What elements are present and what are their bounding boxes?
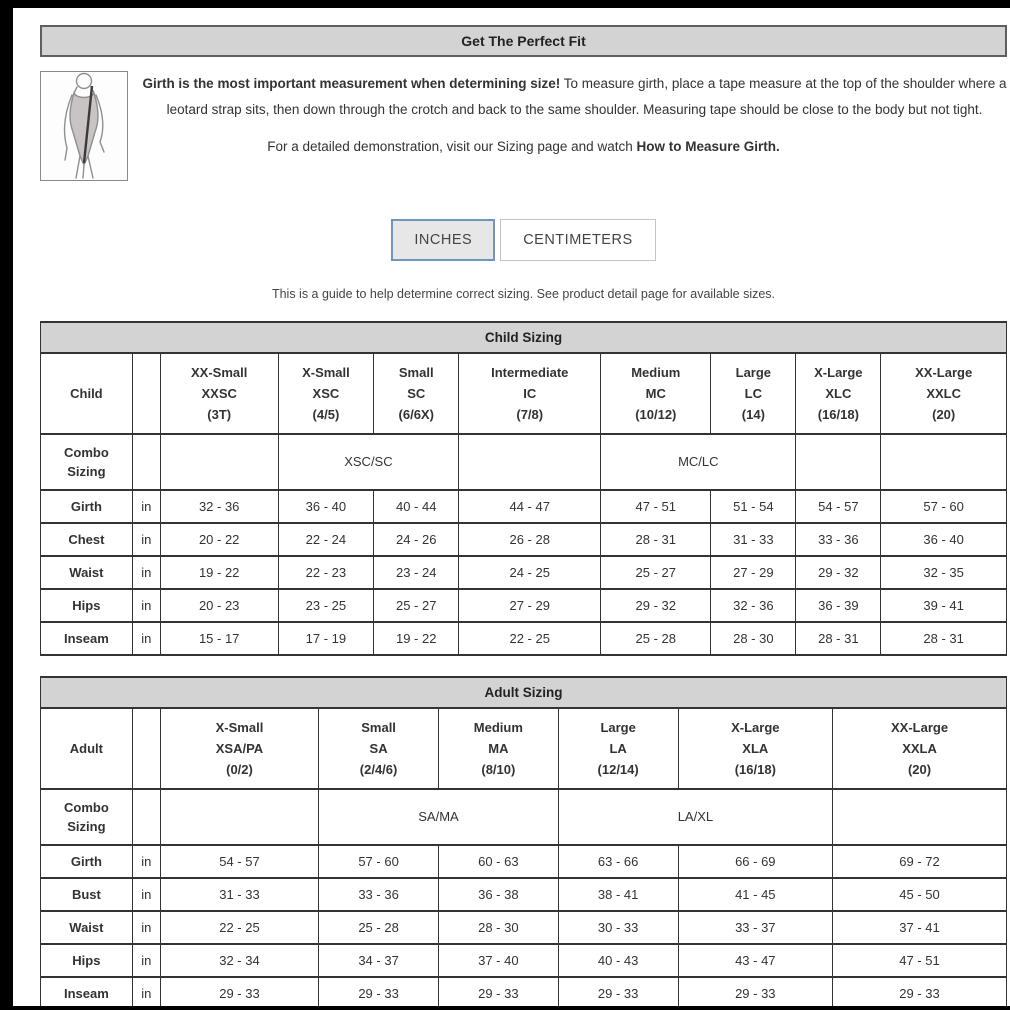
size-range-cell: 57 - 60: [319, 845, 439, 878]
size-column-header: [833, 708, 1007, 789]
size-column-name: XX-Small: [191, 364, 248, 380]
size-column-name: X-Large: [731, 719, 780, 735]
size-range-cell: 20 - 22: [160, 523, 278, 556]
measurement-label: Inseam: [41, 622, 133, 655]
size-column-range: (8/10): [481, 761, 516, 777]
size-range-cell: 39 - 41: [881, 589, 1007, 622]
size-range-cell: 29 - 33: [833, 977, 1007, 1007]
combo-sizing-label: Combo Sizing: [41, 434, 133, 490]
size-column-header: [459, 353, 601, 434]
size-column-name: X-Small: [215, 719, 264, 735]
size-range-cell: 36 - 39: [796, 589, 881, 622]
size-column-range: (12/14): [597, 761, 639, 777]
measurement-label: Hips: [41, 944, 133, 977]
size-column-range: (20): [932, 406, 956, 422]
measurement-row: [41, 556, 1007, 589]
size-range-cell: 22 - 25: [160, 911, 318, 944]
size-range-cell: 33 - 36: [319, 878, 439, 911]
size-range-cell: 29 - 33: [438, 977, 558, 1007]
centimeters-button[interactable]: CENTIMETERS: [500, 219, 655, 261]
size-column-name: Small: [361, 719, 396, 735]
size-range-cell: 22 - 25: [459, 622, 601, 655]
size-range-cell: 43 - 47: [678, 944, 833, 977]
measurement-label: Chest: [41, 523, 133, 556]
inches-button[interactable]: INCHES: [391, 219, 495, 261]
combo-sizing-label: Combo Sizing: [41, 789, 133, 845]
combo-sizing-unit-cell: [132, 434, 160, 490]
girth-instructions-bold: Girth is the most important measurement when determining size!: [142, 75, 561, 91]
measurement-label: Waist: [41, 911, 133, 944]
size-range-cell: 19 - 22: [374, 622, 459, 655]
measurement-row: [41, 845, 1007, 878]
combo-sizing-cell: [833, 789, 1007, 845]
size-range-cell: 24 - 25: [459, 556, 601, 589]
unit-toggle: [40, 219, 1007, 261]
size-column-header: [374, 353, 459, 434]
size-column-name: Medium: [473, 719, 523, 735]
measurement-label: Bust: [41, 878, 133, 911]
size-range-cell: 29 - 32: [601, 589, 711, 622]
leotard-figure-icon: [41, 72, 127, 180]
size-range-cell: 51 - 54: [711, 490, 796, 523]
combo-sizing-cell: SA/MA: [319, 789, 559, 845]
size-column-range: (14): [741, 406, 765, 422]
size-range-cell: 36 - 38: [438, 878, 558, 911]
size-range-cell: 23 - 25: [278, 589, 374, 622]
size-column-name: Medium: [631, 364, 681, 380]
child-sizing-table: [40, 321, 1007, 656]
combo-sizing-cell: [796, 434, 881, 490]
measurement-row: [41, 911, 1007, 944]
size-range-cell: 33 - 37: [678, 911, 833, 944]
size-column-range: (7/8): [516, 406, 544, 422]
size-column-code: XXLC: [926, 385, 961, 401]
combo-sizing-cell: [881, 434, 1007, 490]
size-range-cell: 36 - 40: [278, 490, 374, 523]
size-range-cell: 15 - 17: [160, 622, 278, 655]
measurement-row: [41, 589, 1007, 622]
page-title: Get The Perfect Fit: [40, 25, 1007, 57]
measurement-label: Waist: [41, 556, 133, 589]
size-range-cell: 20 - 23: [160, 589, 278, 622]
size-range-cell: 33 - 36: [796, 523, 881, 556]
size-column-range: (20): [907, 761, 932, 777]
size-column-code: IC: [523, 385, 537, 401]
size-column-header: [160, 353, 278, 434]
size-range-cell: 29 - 32: [796, 556, 881, 589]
unit-cell: in: [132, 490, 160, 523]
size-range-cell: 17 - 19: [278, 622, 374, 655]
size-range-cell: 69 - 72: [833, 845, 1007, 878]
size-range-cell: 45 - 50: [833, 878, 1007, 911]
size-range-cell: 22 - 23: [278, 556, 374, 589]
unit-cell: in: [132, 845, 160, 878]
size-range-cell: 23 - 24: [374, 556, 459, 589]
size-range-cell: 28 - 30: [711, 622, 796, 655]
size-range-cell: 27 - 29: [459, 589, 601, 622]
girth-measurement-figure: [40, 71, 128, 181]
unit-column-header: [132, 708, 160, 789]
size-range-cell: 27 - 29: [711, 556, 796, 589]
size-range-cell: 41 - 45: [678, 878, 833, 911]
size-range-cell: 31 - 33: [160, 878, 318, 911]
size-column-code: XXSC: [201, 385, 237, 401]
size-column-code: SA: [369, 740, 388, 756]
table-title: Adult Sizing: [41, 677, 1007, 708]
size-range-cell: 38 - 41: [558, 878, 678, 911]
size-range-cell: 31 - 33: [711, 523, 796, 556]
size-column-code: LC: [744, 385, 763, 401]
sizing-page: [13, 8, 1010, 1006]
size-range-cell: 24 - 26: [374, 523, 459, 556]
combo-sizing-cell: MC/LC: [601, 434, 796, 490]
size-range-cell: 37 - 41: [833, 911, 1007, 944]
unit-cell: in: [132, 911, 160, 944]
size-range-cell: 26 - 28: [459, 523, 601, 556]
combo-sizing-cell: [160, 434, 278, 490]
size-range-cell: 30 - 33: [558, 911, 678, 944]
size-range-cell: 28 - 31: [881, 622, 1007, 655]
demo-note-text: For a detailed demonstration, visit our Sizing page and watch: [267, 138, 637, 154]
unit-cell: in: [132, 977, 160, 1007]
size-range-cell: 29 - 33: [319, 977, 439, 1007]
table-title: Child Sizing: [41, 322, 1007, 353]
size-column-code: MA: [488, 740, 509, 756]
unit-cell: in: [132, 523, 160, 556]
unit-cell: in: [132, 556, 160, 589]
size-column-code: XSA/PA: [215, 740, 264, 756]
size-column-name: Large: [735, 364, 772, 380]
size-column-header: [438, 708, 558, 789]
size-range-cell: 32 - 34: [160, 944, 318, 977]
combo-sizing-unit-cell: [132, 789, 160, 845]
measurement-label: Inseam: [41, 977, 133, 1007]
size-range-cell: 60 - 63: [438, 845, 558, 878]
table-row-header: Child: [41, 353, 133, 434]
size-column-header: [881, 353, 1007, 434]
measurement-label: Girth: [41, 490, 133, 523]
size-column-range: (0/2): [226, 761, 253, 777]
girth-instructions: [142, 71, 1007, 123]
adult-sizing-table: [40, 676, 1007, 1007]
size-range-cell: 22 - 24: [278, 523, 374, 556]
size-range-cell: 32 - 35: [881, 556, 1007, 589]
size-range-cell: 29 - 33: [558, 977, 678, 1007]
size-column-name: Small: [398, 364, 434, 380]
size-column-header: [558, 708, 678, 789]
size-column-code: XLA: [742, 740, 769, 756]
measurement-label: Hips: [41, 589, 133, 622]
measurement-row: [41, 523, 1007, 556]
size-column-range: (16/18): [734, 761, 776, 777]
size-range-cell: 44 - 47: [459, 490, 601, 523]
size-range-cell: 36 - 40: [881, 523, 1007, 556]
measurement-row: [41, 878, 1007, 911]
size-range-cell: 28 - 31: [601, 523, 711, 556]
size-column-code: MC: [645, 385, 666, 401]
size-column-header: [711, 353, 796, 434]
size-range-cell: 66 - 69: [678, 845, 833, 878]
size-column-range: (4/5): [312, 406, 340, 422]
girth-instructions-rest: To measure girth, place a tape measure at the top of the shoulder where a leotard strap sits, then down through the crotch and back to the same shoulder. Measuring tape should be close to the body but not tight.: [166, 75, 1007, 117]
size-range-cell: 32 - 36: [160, 490, 278, 523]
measurement-row: [41, 622, 1007, 655]
measurement-label: Girth: [41, 845, 133, 878]
intro-section: [40, 71, 1007, 183]
size-column-name: X-Small: [302, 364, 350, 380]
size-column-name: XX-Large: [915, 364, 973, 380]
unit-cell: in: [132, 878, 160, 911]
combo-sizing-cell: LA/XL: [558, 789, 832, 845]
size-range-cell: 54 - 57: [796, 490, 881, 523]
unit-cell: in: [132, 944, 160, 977]
size-column-header: [319, 708, 439, 789]
size-column-name: XX-Large: [891, 719, 949, 735]
sizing-guide-note: This is a guide to help determine correct sizing. See product detail page for available sizes.: [271, 286, 776, 301]
size-range-cell: 47 - 51: [601, 490, 711, 523]
size-range-cell: 25 - 28: [319, 911, 439, 944]
size-column-header: [678, 708, 833, 789]
size-column-range: (2/4/6): [359, 761, 398, 777]
size-range-cell: 25 - 27: [374, 589, 459, 622]
size-range-cell: 19 - 22: [160, 556, 278, 589]
size-column-header: [278, 353, 374, 434]
size-column-range: (16/18): [817, 406, 859, 422]
size-range-cell: 34 - 37: [319, 944, 439, 977]
combo-sizing-cell: [160, 789, 318, 845]
size-column-code: LA: [609, 740, 627, 756]
size-column-name: X-Large: [814, 364, 863, 380]
size-column-code: XSC: [312, 385, 340, 401]
size-range-cell: 40 - 43: [558, 944, 678, 977]
measurement-row: [41, 944, 1007, 977]
size-column-code: XLC: [825, 385, 852, 401]
size-column-header: [160, 708, 318, 789]
size-range-cell: 29 - 33: [160, 977, 318, 1007]
unit-column-header: [132, 353, 160, 434]
table-row-header: Adult: [41, 708, 133, 789]
size-column-header: [601, 353, 711, 434]
size-column-code: SC: [407, 385, 426, 401]
size-range-cell: 47 - 51: [833, 944, 1007, 977]
size-range-cell: 32 - 36: [711, 589, 796, 622]
combo-sizing-cell: [459, 434, 601, 490]
size-range-cell: 63 - 66: [558, 845, 678, 878]
size-range-cell: 28 - 31: [796, 622, 881, 655]
size-range-cell: 29 - 33: [678, 977, 833, 1007]
combo-sizing-cell: XSC/SC: [278, 434, 459, 490]
size-column-header: [796, 353, 881, 434]
size-range-cell: 40 - 44: [374, 490, 459, 523]
size-column-name: Intermediate: [491, 364, 569, 380]
size-range-cell: 25 - 27: [601, 556, 711, 589]
size-range-cell: 28 - 30: [438, 911, 558, 944]
size-column-code: XXLA: [902, 740, 937, 756]
demo-note: [40, 139, 1007, 154]
size-range-cell: 57 - 60: [881, 490, 1007, 523]
size-column-range: (3T): [207, 406, 232, 422]
size-range-cell: 25 - 28: [601, 622, 711, 655]
size-column-range: (6/6X): [398, 406, 434, 422]
size-column-name: Large: [600, 719, 636, 735]
unit-cell: in: [132, 622, 160, 655]
unit-cell: in: [132, 589, 160, 622]
size-range-cell: 37 - 40: [438, 944, 558, 977]
measurement-row: [41, 490, 1007, 523]
measurement-row: [41, 977, 1007, 1007]
size-range-cell: 54 - 57: [160, 845, 318, 878]
size-column-range: (10/12): [635, 406, 677, 422]
demo-note-bold: How to Measure Girth.: [636, 138, 780, 154]
